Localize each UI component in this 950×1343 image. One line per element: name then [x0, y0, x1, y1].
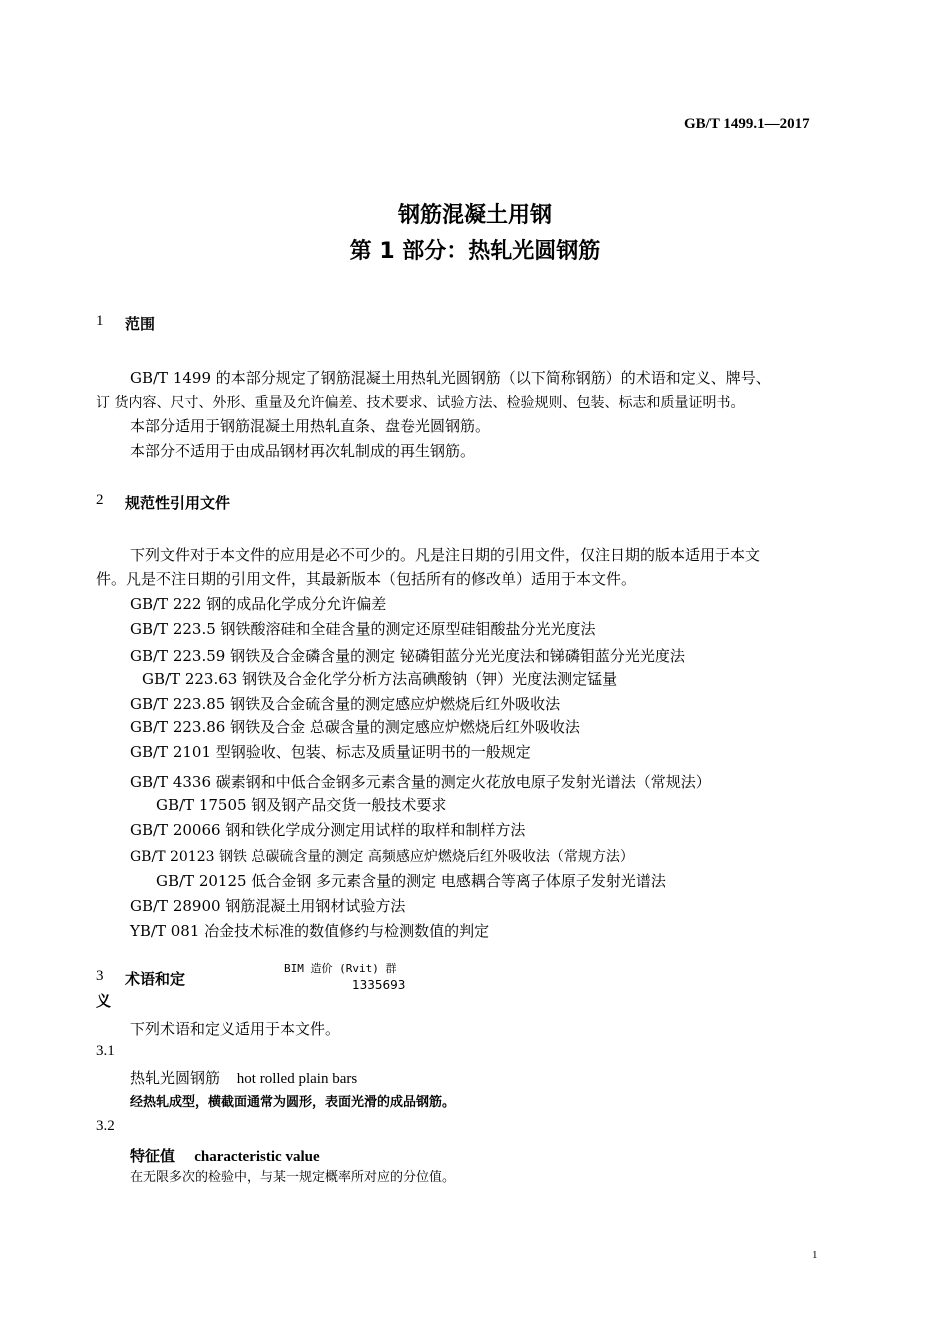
section-1-paragraph: 本部分不适用于由成品钢材再次轧制成的再生钢筋。 [130, 442, 476, 460]
section-1-paragraph-line: 订 货内容、尺寸、外形、重量及允许偏差、技术要求、试验方法、检验规则、包装、标志和质量证明书。 [96, 395, 745, 411]
section-2-number: 2 [96, 492, 104, 508]
reference-item: GB/T 223.86 钢铁及合金 总碳含量的测定感应炉燃烧后红外吸收法 [130, 718, 580, 736]
term-english: characteristic value [194, 1149, 320, 1165]
section-2-intro-line: 件。凡是不注日期的引用文件，其最新版本（包括所有的修改单）适用于本文件。 [96, 570, 637, 588]
section-3-intro: 下列术语和定义适用于本文件。 [130, 1020, 341, 1038]
reference-item: GB/T 223.63 钢铁及合金化学分析方法高碘酸钠（钾）光度法测定锰量 [142, 670, 618, 688]
term-chinese: 热轧光圆钢筋 [130, 1069, 221, 1087]
term-number: 3.1 [96, 1043, 115, 1059]
reference-item: GB/T 20125 低合金钢 多元素含量的测定 电感耦合等离子体原子发射光谱法 [156, 872, 666, 890]
reference-item: GB/T 20123 钢铁 总碳硫含量的测定 高频感应炉燃烧后红外吸收法（常规方法） [130, 849, 634, 865]
section-1-title: 范围 [125, 315, 156, 333]
term-heading [130, 1067, 357, 1088]
term-chinese: 特征值 [130, 1147, 176, 1165]
reference-item: GB/T 223.85 钢铁及合金硫含量的测定感应炉燃烧后红外吸收法 [130, 695, 561, 713]
term-definition: 经热轧成型，横截面通常为圆形，表面光滑的成品钢筋。 [130, 1095, 456, 1110]
reference-item: GB/T 2101 型钢验收、包装、标志及质量证明书的一般规定 [130, 743, 531, 761]
term-english: hot rolled plain bars [236, 1071, 358, 1087]
section-3-title: 术语和定 [125, 970, 186, 988]
watermark-number: 1335693 [352, 978, 406, 992]
term-number: 3.2 [96, 1118, 115, 1134]
section-1-number: 1 [96, 313, 104, 329]
reference-item: GB/T 17505 钢及钢产品交货一般技术要求 [156, 796, 447, 814]
reference-item: GB/T 223.59 钢铁及合金磷含量的测定 铋磷钼蓝分光光度法和锑磷钼蓝分光光度法 [130, 647, 685, 665]
reference-item: GB/T 222 钢的成品化学成分允许偏差 [130, 595, 387, 613]
reference-item: GB/T 223.5 钢铁酸溶硅和全硅含量的测定还原型硅钼酸盐分光光度法 [130, 620, 596, 638]
section-1-paragraph: 本部分适用于钢筋混凝土用热轧直条、盘卷光圆钢筋。 [130, 417, 491, 435]
reference-item: GB/T 28900 钢筋混凝土用钢材试验方法 [130, 897, 406, 915]
page-number: 1 [812, 1249, 818, 1261]
section-2-intro-line: 下列文件对于本文件的应用是必不可少的。凡是注日期的引用文件，仅注日期的版本适用于本文 [130, 546, 761, 564]
reference-item: YB/T 081 冶金技术标准的数值修约与检测数值的判定 [130, 922, 490, 940]
watermark-text: BIM 造价 (Rvit) 群 [284, 962, 397, 975]
term-definition: 在无限多次的检验中，与某一规定概率所对应的分位值。 [130, 1170, 456, 1185]
section-3-number: 3 [96, 968, 104, 984]
section-3-title-continuation: 义 [96, 992, 112, 1010]
reference-item: GB/T 4336 碳素钢和中低合金钢多元素含量的测定火花放电原子发射光谱法（常规法） [130, 773, 711, 791]
document-subtitle: 第 1 部分：热轧光圆钢筋 [349, 239, 601, 264]
section-1-paragraph-line: GB/T 1499 的本部分规定了钢筋混凝土用热轧光圆钢筋（以下简称钢筋）的术语和定义、牌号、 [130, 369, 771, 387]
document-code: GB/T 1499.1—2017 [684, 116, 810, 132]
section-2-title: 规范性引用文件 [125, 494, 231, 512]
term-heading [130, 1145, 320, 1166]
document-title: 钢筋混凝土用钢 [397, 203, 552, 228]
reference-item: GB/T 20066 钢和铁化学成分测定用试样的取样和制样方法 [130, 821, 526, 839]
